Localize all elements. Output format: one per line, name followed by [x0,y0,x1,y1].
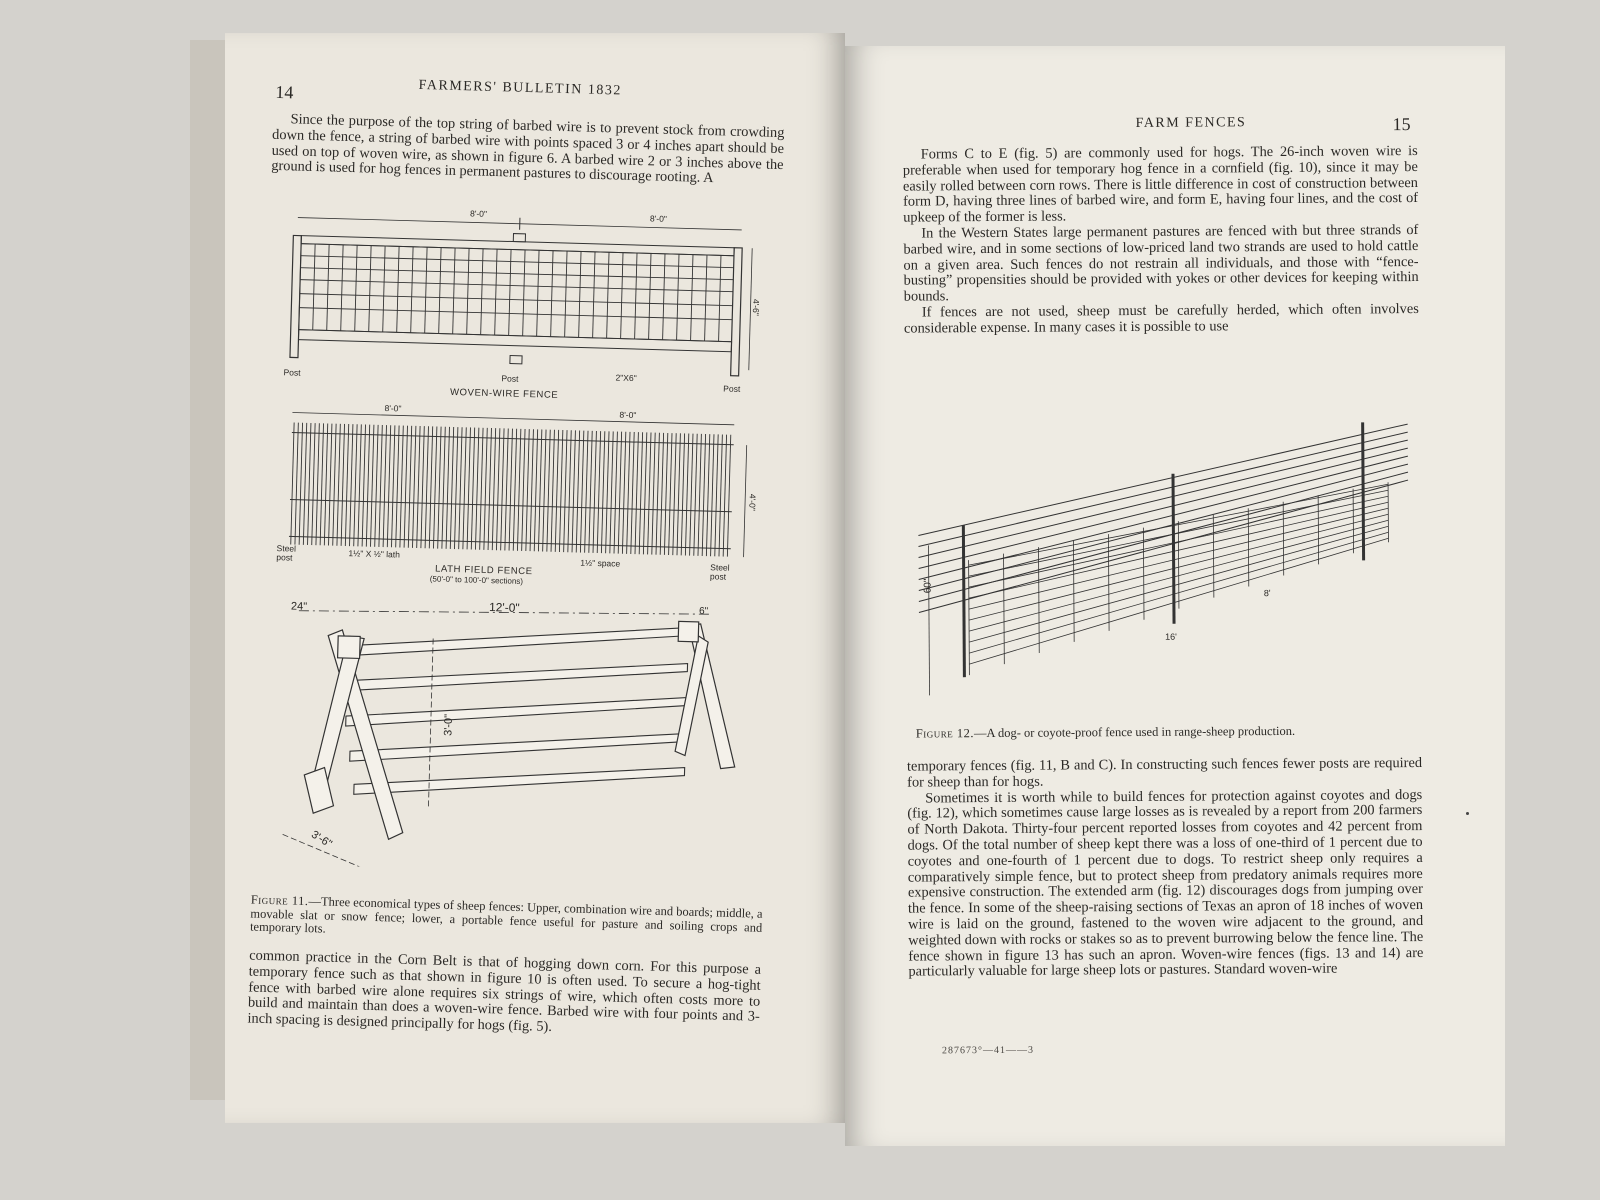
print-code: 287673°—41——3 [941,1044,1035,1057]
drawing-line [333,424,336,546]
page-number: 14 [275,81,294,103]
drawing-line [614,432,617,554]
lath-label: 1½" X ½" lath [348,548,401,560]
dimension-label: 24" [290,600,308,613]
paragraph-text: temporary fences (fig. 11, B and C). In constructing such fences fewer posts are required for sheep than for hogs. [906,754,1423,791]
steel-post-label: Steel post [276,543,297,563]
portable-fence-drawing [262,594,759,878]
drawing-line [702,434,705,556]
drawing-line [371,425,374,547]
post-label: Post [283,367,301,378]
space-label: 1½" space [580,557,621,569]
dimension-label: 3'-6" [308,828,334,851]
drawing-line [643,432,646,554]
drawing-line [685,434,688,556]
drawing-line [597,431,600,553]
drawing-line [383,246,385,332]
drawing-line [618,432,621,554]
drawing-line [694,434,697,556]
drawing-line [606,431,609,553]
drawing-line [492,428,495,550]
paragraph-group [907,756,1424,981]
steel-post-label: Steel post [709,562,730,582]
drawing-line [400,426,403,548]
drawing-line [291,423,294,545]
drawing-line [568,430,571,552]
drawing-line [669,433,672,555]
drawing-line [631,432,634,554]
drawing-line [1004,554,1005,664]
drawing-line [622,432,625,554]
drawing-line [517,429,520,551]
paragraph-group [903,144,1419,337]
drawing-line [639,432,642,554]
drawing-line [564,430,567,552]
drawing-line [698,434,701,556]
drawing-line [327,244,329,330]
paragraph-text: Forms C to E (fig. 5) are commonly used for hogs. The 26-inch woven wire is preferable when used for temporary hog fence in a cornfield (fig. 10), since it may be easily rolled between corn rows. There is little difference in cost of construction between form D, having three lines of barbed wire, and form E, having four lines, and the cost of upkeep of the former is less. [902,143,1419,226]
drawing-line [711,434,714,556]
drawing-line [408,426,411,548]
drawing-line [509,429,512,551]
drawing-line [439,248,441,334]
drawing-line [1173,474,1174,624]
drawing-line [1213,515,1214,598]
drawing-line [320,423,323,545]
drawing-line [341,424,344,546]
lath-field-fence-drawing [270,404,765,593]
drawing-line [442,427,445,549]
drawing-line [705,255,707,341]
figure-caption [916,724,1426,741]
drawing-line [383,425,386,547]
drawing-line [1363,422,1364,560]
dimension-label: 8'-0" [469,208,488,219]
caption-text: —A dog- or coyote-proof fence used in range-sheep production. [973,723,1296,741]
coyote-proof-fence-drawing [908,412,1430,716]
drawing-line [589,431,592,553]
coyote-fence-svg [908,412,1430,716]
drawing-line [425,247,427,333]
drawing-line [1108,534,1109,631]
drawing-line [513,429,516,551]
drawing-line [918,424,1409,535]
running-head: FARMERS' BULLETIN 1832 [418,77,623,99]
drawing-line [299,308,732,320]
drawing-line [391,425,394,547]
drawing-line [366,425,369,547]
drawing-line [484,428,487,550]
drawing-line [417,426,420,548]
drawing-line [337,424,340,546]
dimension-label: 60" [922,578,934,594]
drawing-line [551,251,553,337]
drawing-line [501,428,504,550]
drawing-line [396,425,399,547]
woven-wire-fence-drawing [275,209,770,413]
drawing-line [565,251,567,337]
drawing-line [1248,508,1249,586]
drawing-line [555,430,558,552]
paragraph [271,112,785,189]
drawing-line [425,426,428,548]
drawing-line [547,430,550,552]
drawing-line [433,427,436,549]
drawing-line [299,423,302,545]
caption-text: —Three economical types of sheep fences: Upper, combination wire and boards; middle, a movable slat or snow fence; lower, a portable fence useful for pasture and soiling crops and temporary lots. [249,894,763,936]
drawing-line [471,428,474,550]
drawing-line [375,425,378,547]
drawing-line [308,423,311,545]
drawing-line [312,423,315,545]
drawing-line [299,330,732,342]
drawing-line [663,254,665,340]
drawing-line [537,250,539,336]
drawing-line [681,433,684,555]
drawing-line [481,249,483,335]
drawing-line [677,254,679,340]
drawing-line [593,252,595,338]
drawing-line [1039,547,1040,653]
dimension-label: 4'-0" [747,493,758,511]
drawing-line [918,440,1409,557]
drawing-line [635,432,638,554]
dimension-label: 8'-0" [619,409,637,421]
drawing-line [475,428,478,550]
drawing-line [621,253,623,339]
paragraph-text: Since the purpose of the top string of barbed wire is to prevent stock from crowding down the fence, a string of barbed wire with points spaced 3 or 4 inches apart should be used on top of woven wire, as shown in figure 6. A barbed wire 2 or 3 inches above the ground is used for hog fences in permanent pastures to discourage rooting. A [271,111,785,187]
drawing-line [664,433,667,555]
drawing-line [429,426,432,548]
drawing-line [300,294,733,306]
drawing-line [963,525,964,677]
figure-subtitle: (50'-0" to 100'-0" sections) [429,574,524,586]
drawing-line [593,431,596,553]
drawing-line [635,253,637,339]
drawing-line [715,434,718,556]
drawing-line [412,426,415,548]
drawing-line [421,426,424,548]
drawing-line [495,249,497,335]
drawing-line [509,250,511,336]
drawing-line [1073,541,1074,642]
drawing-line [530,429,533,551]
drawing-line [610,431,613,553]
drawing-line [677,433,680,555]
drawing-line [673,433,676,555]
drawing-line [313,244,315,330]
page-number: 15 [1392,114,1411,135]
drawing-line [300,268,733,280]
drawing-line [324,423,327,545]
drawing-line [362,425,365,547]
portable-fence-svg [262,594,759,878]
drawing-line [727,435,730,557]
drawing-line [505,429,508,551]
drawing-line [691,255,693,341]
drawing-line [656,433,659,555]
drawing-line [397,246,399,332]
drawing-line [719,434,722,556]
drawing-line [467,248,469,334]
dimension-label: 3'-0" [442,713,456,737]
dimension-label: 12'-0" [488,600,520,615]
drawing-line [450,427,453,549]
drawing-line [579,251,581,337]
drawing-line [652,433,655,555]
drawing-line [303,423,306,545]
drawing-line [480,428,483,550]
drawing-line [690,434,693,556]
drawing-line [301,256,734,268]
drawing-line [316,423,319,545]
open-booklet [190,28,1500,1148]
figure-title: LATH FIELD FENCE [434,563,533,578]
drawing-line [523,250,525,336]
drawing-line [543,430,546,552]
drawing-line [1178,521,1179,608]
drawing-line [358,424,361,546]
figure-title: WOVEN-WIRE FENCE [449,386,559,401]
drawing-line [341,245,343,331]
right-page [845,46,1505,1146]
drawing-line [467,427,470,549]
drawing-line [649,253,651,339]
drawing-line [538,429,541,551]
drawing-line [369,246,371,332]
page-speck [1466,812,1469,815]
drawing-line [387,425,390,547]
drawing-line [453,248,455,334]
drawing-line [522,429,525,551]
paragraph [247,948,761,1041]
drawing-line [918,448,1409,568]
post-label: Post [501,373,519,384]
drawing-line [355,245,357,331]
drawing-line [459,427,462,549]
drawing-line [496,428,499,550]
dimension-label: 6" [698,605,709,618]
drawing-line [454,427,457,549]
lath-fence-svg [270,404,765,593]
drawing-line [928,545,929,695]
drawing-line [627,432,630,554]
drawing-line [572,430,575,552]
drawing-line [1283,502,1284,576]
drawing-line [345,424,348,546]
dimension-label: 4'-6" [750,298,762,316]
drawing-line [463,427,466,549]
drawing-line [723,435,726,557]
drawing-line [438,427,441,549]
dimension-label: 8'-0" [649,213,668,224]
paragraph-text: In the Western States large permanent pastures are fenced with but three strands of barbed wire, and in some sections of low-priced land two strands are used to hold cattle on a given area. Such fences do not restrain all individuals, and those with “fence-busting” propensities should be provided with yokes or other devices for keeping within bounds. [903,221,1419,305]
paragraph-text: Sometimes it is worth while to build fences for protection against coyotes and dogs (fig. 12), which sometimes cause large losses as is revealed by a report from 200 farmers of North Dakota. Thirty-four percent reported losses from coyotes and 42 percent from dogs. Of the total number of sheep kept there was a loss of one-third of 1 percent due to coyotes and one-fourth of 1 percent due to dogs. To restrict sheep only requires a comparatively simple fence, but to protect sheep from predatory animals requires more expensive construction. The extended arm (fig. 12) discourages dogs from jumping over the fence. In some of the sheep-raising sections of Texas an apron of 18 inches of woven wire is laid on the ground, fastened to the woven wire adjacent to the ground, and weighted down with rocks or stakes so as to prevent burrowing below the fence line. The fence shown in figure 13 has such an apron. Woven-wire fences (figs. 13 and 14) are particularly valuable for large sheep lots or pastures. Standard woven-wire [907,786,1424,980]
drawing-line [551,430,554,552]
caption-label: Figure 11. [250,892,309,909]
left-page-content [225,33,845,1036]
drawing-line [918,432,1409,546]
drawing-line [411,247,413,333]
drawing-line [300,280,733,292]
drawing-line [526,429,529,551]
drawing-line [706,434,709,556]
left-page [225,33,845,1123]
paragraph-text: If fences are not used, sheep must be carefully herded, which often involves considerable expense. In many cases it is possible to use [903,300,1419,337]
drawing-line [719,255,721,341]
dimension-label: 8' [1263,588,1271,599]
drawing-line [607,252,609,338]
drawing-line [585,431,588,553]
drawing-line [488,428,491,550]
drawing-line [299,244,301,330]
dimension-label: 16' [1165,631,1177,642]
drawing-line [580,431,583,553]
drawing-line [559,430,562,552]
paragraph-text: common practice in the Corn Belt is that of hogging down corn. For this purpose a temporary fence such as that shown in figure 10 is often used. To secure a hog-tight fence with barbed wire alone requires six strings of wire, which often costs more to build and maintain than does a woven-wire fence. Barbed wire with four points and 3-inch spacing is designed principally for hogs (fig. 5). [247,947,762,1036]
dimension-label: 8'-0" [384,403,402,414]
drawing-line [660,433,663,555]
running-head: FARM FENCES [1135,115,1247,131]
drawing-line [354,424,357,546]
board-label: 2"X6" [615,372,637,384]
figure-caption [250,894,763,949]
drawing-line [446,427,449,549]
drawing-line [648,432,651,554]
drawing-line [295,423,298,545]
caption-label: Figure 12. [915,726,975,741]
drawing-line [350,424,353,546]
drawing-line [576,430,579,552]
post-label: Post [723,383,741,394]
drawing-line [534,429,537,551]
drawing-line [379,425,382,547]
drawing-line [601,431,604,553]
woven-wire-fence-svg [275,209,770,413]
drawing-line [404,426,407,548]
drawing-line [329,424,332,546]
